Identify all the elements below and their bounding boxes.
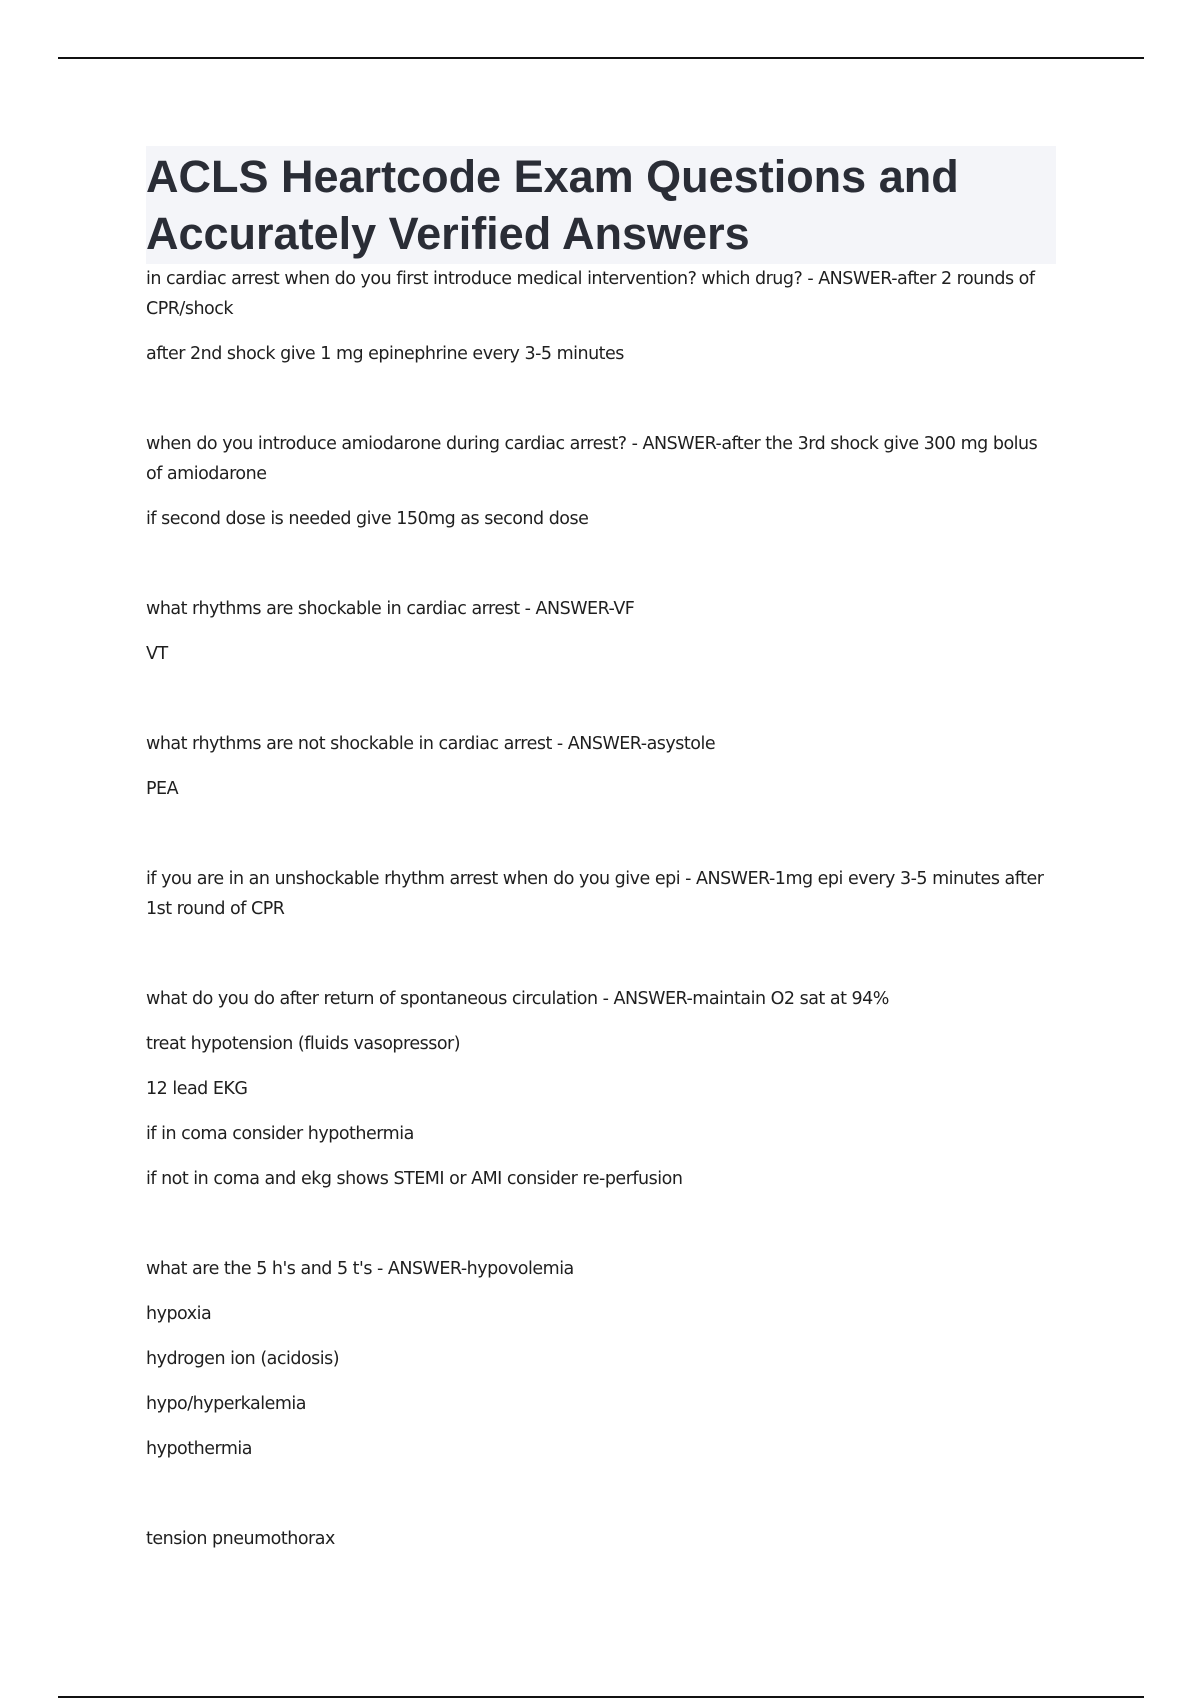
- qa-line: if not in coma and ekg shows STEMI or AMI consider re-perfusion: [146, 1169, 683, 1189]
- qa-line: hydrogen ion (acidosis): [146, 1349, 340, 1369]
- qa-line: hypoxia: [146, 1304, 212, 1324]
- qa-line: treat hypotension (fluids vasopressor): [146, 1034, 461, 1054]
- document-body: [146, 146, 1056, 1554]
- qa-line: if second dose is needed give 150mg as second dose: [146, 509, 589, 529]
- qa-line: PEA: [146, 779, 179, 799]
- qa-line: 12 lead EKG: [146, 1079, 248, 1099]
- qa-line: hypothermia: [146, 1439, 253, 1459]
- qa-line: in cardiac arrest when do you first introduce medical intervention? which drug? - ANSWER-after 2 rounds of CPR/shock: [146, 269, 1035, 319]
- qa-line: when do you introduce amiodarone during cardiac arrest? - ANSWER-after the 3rd shock give 300 mg bolus of amiodarone: [146, 434, 1038, 484]
- qa-line: tension pneumothorax: [146, 1529, 335, 1549]
- qa-line: what rhythms are shockable in cardiac arrest - ANSWER-VF: [146, 599, 635, 619]
- qa-line: what are the 5 h's and 5 t's - ANSWER-hypovolemia: [146, 1259, 574, 1279]
- qa-line: what rhythms are not shockable in cardiac arrest - ANSWER-asystole: [146, 734, 716, 754]
- qa-line: if you are in an unshockable rhythm arrest when do you give epi - ANSWER-1mg epi every 3-5 minutes after 1st round of CPR: [146, 869, 1044, 919]
- qa-line: after 2nd shock give 1 mg epinephrine every 3-5 minutes: [146, 344, 624, 364]
- qa-line: VT: [146, 644, 168, 664]
- qa-line: hypo/hyperkalemia: [146, 1394, 306, 1414]
- bottom-rule: [58, 1696, 1144, 1698]
- qa-line: what do you do after return of spontaneous circulation - ANSWER-maintain O2 sat at 94%: [146, 989, 889, 1009]
- qa-line: if in coma consider hypothermia: [146, 1124, 414, 1144]
- page-title: ACLS Heartcode Exam Questions and Accurately Verified Answers: [146, 146, 1056, 264]
- top-rule: [58, 57, 1144, 59]
